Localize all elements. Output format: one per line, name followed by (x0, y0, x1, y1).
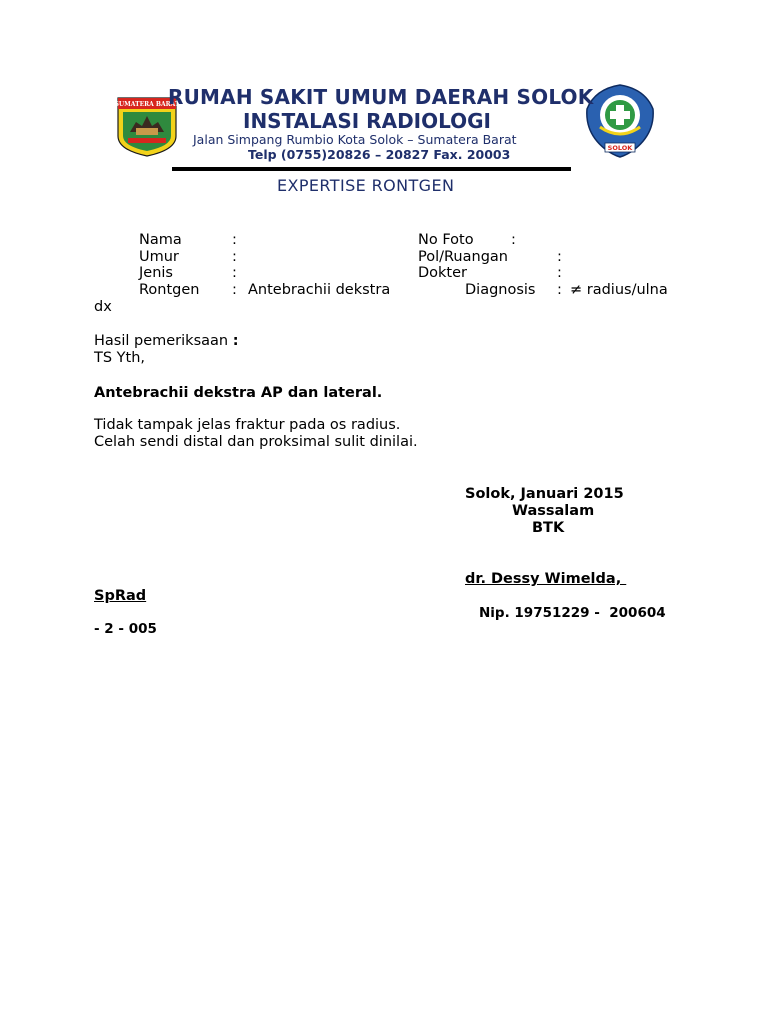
greeting: TS Yth, (94, 350, 146, 366)
diagnosis-label: Diagnosis (465, 282, 536, 298)
nama-label: Nama (139, 232, 182, 248)
left-logo-text: SUMATERA BARAT (114, 101, 180, 108)
rontgen-colon: : (232, 282, 237, 298)
pol-ruangan-colon: : (557, 249, 562, 265)
jenis-colon: : (232, 265, 237, 281)
hospital-address: Jalan Simpang Rumbio Kota Solok – Sumatera Barat (193, 132, 517, 147)
closing: Wassalam (512, 503, 595, 519)
dokter-colon: : (557, 265, 562, 281)
jenis-label: Jenis (139, 265, 173, 281)
document-title: EXPERTISE RONTGEN (277, 176, 455, 195)
ts-initial: BTK (532, 520, 565, 536)
header-divider (172, 167, 571, 171)
doctor-nip: Nip. 19751229 - 200604 (479, 605, 666, 621)
doctor-name: dr. Dessy Wimelda, (465, 571, 627, 587)
hasil-colon: : (232, 333, 239, 349)
diagnosis-continuation: dx (94, 299, 112, 315)
pol-ruangan-label: Pol/Ruangan (418, 249, 508, 265)
umur-colon: : (232, 249, 237, 265)
rontgen-label: Rontgen (139, 282, 200, 298)
diagnosis-colon: : (557, 282, 562, 298)
rontgen-value: Antebrachii dekstra (248, 282, 391, 298)
diagnosis-value: ≠ radius/ulna (570, 282, 668, 298)
solok-logo (583, 83, 657, 159)
right-logo-text: SOLOK (607, 144, 633, 152)
dokter-label: Dokter (418, 265, 468, 281)
hospital-phone: Telp (0755)20826 – 20827 Fax. 20003 (248, 147, 511, 162)
finding-line-1: Tidak tampak jelas fraktur pada os radius. (94, 417, 401, 433)
hasil-heading (94, 333, 239, 349)
hospital-name: RUMAH SAKIT UMUM DAERAH SOLOK (168, 85, 594, 109)
place-date: Solok, Januari 2015 (465, 486, 624, 502)
finding-line-2: Celah sendi distal dan proksimal sulit dinilai. (94, 434, 418, 450)
umur-label: Umur (139, 249, 179, 265)
doctor-title: SpRad (94, 588, 147, 604)
hasil-label: Hasil pemeriksaan (94, 333, 229, 349)
doctor-nip-continuation: - 2 - 005 (94, 621, 157, 637)
department-name: INSTALASI RADIOLOGI (243, 109, 491, 133)
no-foto-label: No Foto (418, 232, 474, 248)
no-foto-colon: : (511, 232, 516, 248)
nama-colon: : (232, 232, 237, 248)
exam-title: Antebrachii dekstra AP dan lateral. (94, 385, 383, 401)
